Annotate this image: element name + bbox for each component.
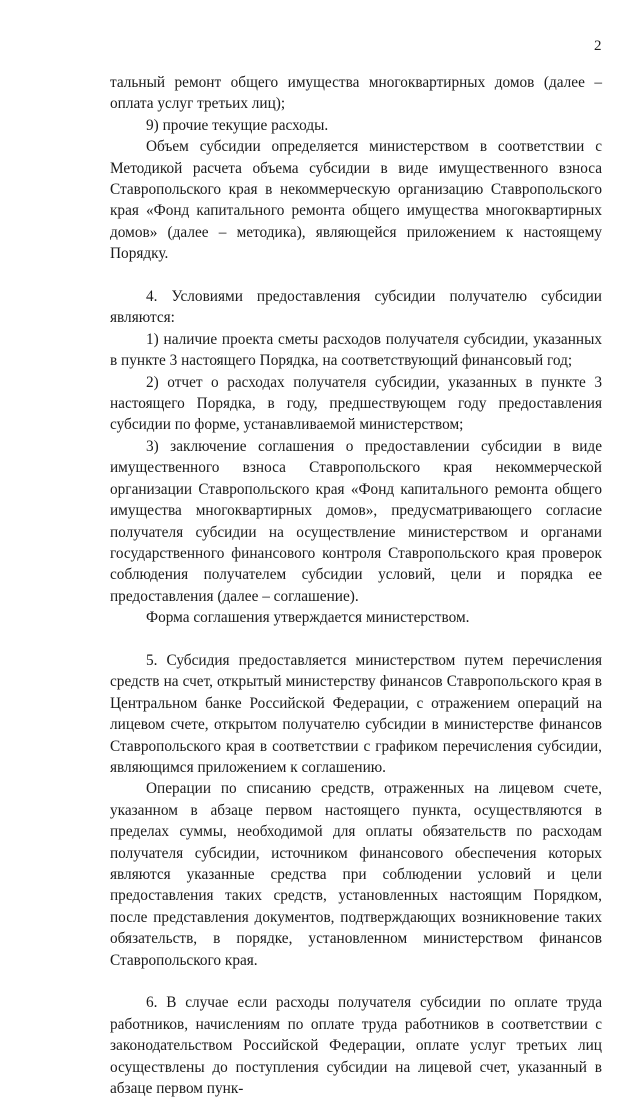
condition-item-1: 1) наличие проекта сметы расходов получателя субсидии, указанных в пункте 3 настоящего Порядка, на соответствующий финансовый год; bbox=[110, 330, 602, 370]
document-body bbox=[110, 72, 602, 1099]
condition-item-2: 2) отчет о расходах получателя субсидии, указанных в пункте 3 настоящего Порядка, в году, предшествующем году предоставления субсидии по форме, устанавливаемой министерством; bbox=[110, 373, 602, 434]
list-item-9: 9) прочие текущие расходы. bbox=[146, 116, 329, 134]
paragraph-continuation: тальный ремонт общего имущества многоквартирных домов (далее – оплата услуг третьих лиц); bbox=[110, 74, 602, 113]
condition-item-3: 3) заключение соглашения о предоставлении субсидии в виде имущественного взноса Ставропольского края некоммерческой организации Ставропольского края «Фонд капитального ремонта общего имущества многоквартирных домов», предусматривающего согласие получателя субсидии на осуществление министерством и органами государственного финансового контроля Ставропольского края проверок соблюдения получателем субсидии условий, цели и порядка ее предоставления (далее – соглашение). bbox=[110, 437, 602, 605]
page-number: 2 bbox=[594, 38, 602, 54]
paragraph-subsidy-amount: Объем субсидии определяется министерством в соответствии с Методикой расчета объема субсидии в виде имущественного взноса Ставропольского края в некоммерческую организацию Ставропольского края «Фонд капитального ремонта общего имущества многоквартирных домов» (далее – методика), являющейся приложением к настоящему Порядку. bbox=[110, 138, 602, 263]
paragraph-write-off-operations: Операции по списанию средств, отраженных на лицевом счете, указанном в абзаце первом настоящего пункта, осуществляются в пределах суммы, необходимой для оплаты обязательств по расходам получателя субсидии, источником финансового обеспечения которых являются указанные средства при соблюдении условий и цели предоставления таких средств, установленных настоящим Порядком, после представления документов, подтверждающих возникновение таких обязательств, в порядке, установленном министерством финансов Ставропольского края. bbox=[110, 780, 602, 969]
paragraph-agreement-form: Форма соглашения утверждается министерством. bbox=[146, 609, 470, 627]
section-6-paragraph: 6. В случае если расходы получателя субсидии по оплате труда работников, начислениям по оплате труда работников в соответствии с законодательством Российской Федерации, оплате услуг третьих лиц осуществлены до поступления субсидии на лицевой счет, указанный в абзаце первом пунк- bbox=[110, 994, 602, 1098]
section-5-paragraph: 5. Субсидия предоставляется министерством путем перечисления средств на счет, открытый министерству финансов Ставропольского края в Центральном банке Российской Федерации, с отражением операций на лицевом счете, открытом получателю субсидии в министерстве финансов Ставропольского края в соответствии с графиком перечисления субсидии, являющимся приложением к соглашению. bbox=[110, 651, 602, 776]
section-4-heading: 4. Условиями предоставления субсидии получателю субсидии являются: bbox=[110, 288, 602, 327]
